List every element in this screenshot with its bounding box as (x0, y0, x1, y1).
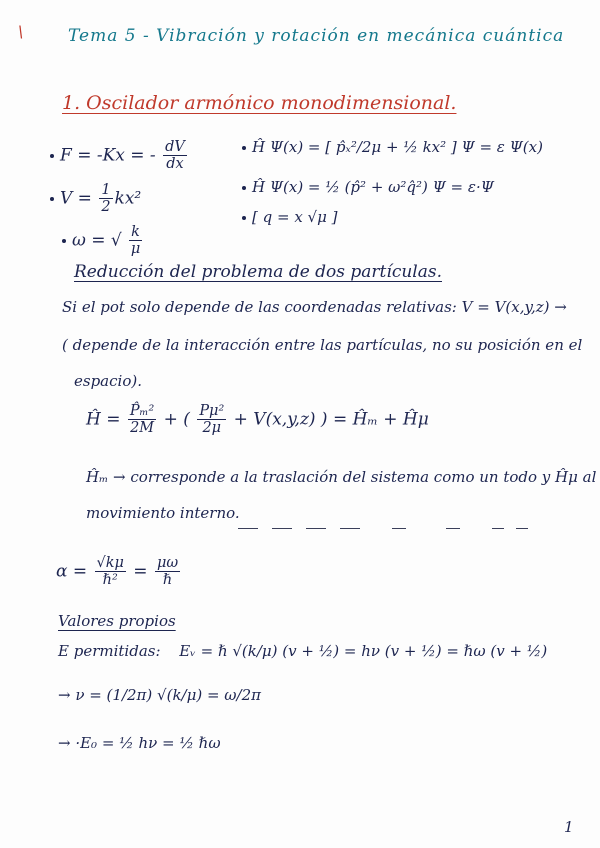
fraction-numerator: k (131, 224, 140, 240)
hamiltonian-rhs: + V(x,y,z) ) = Ĥₘ + Ĥμ (233, 409, 429, 430)
fraction-k-mu (129, 225, 142, 257)
separator-dash (392, 528, 406, 529)
formula-omega-prefix: ω = √ (72, 230, 122, 251)
fraction-denominator: μ (130, 241, 141, 258)
section-heading-eigenvalues: Valores propios (58, 612, 176, 630)
paragraph-line-4: Ĥₘ → corresponde a la traslación del sistema como un todo y Ĥμ al (86, 468, 597, 486)
fraction-pm-2m (128, 404, 156, 436)
formula-omega (62, 225, 144, 257)
separator-dash (446, 528, 460, 529)
eigenvalue-line-2: → ν = (1/2π) √(k/μ) = ω/2π (58, 686, 261, 704)
separator-dash (238, 528, 258, 529)
hamiltonian-lhs: Ĥ = (86, 409, 121, 430)
bullet-icon (242, 216, 246, 220)
section-heading-reduction: Reducción del problema de dos partículas. (74, 262, 442, 282)
formula-hamiltonian-q-text: Ĥ Ψ(x) = ½ (p̂² + ω²q̂²) Ψ = ε·Ψ (252, 178, 494, 196)
page-number: 1 (564, 818, 574, 836)
formula-q-definition (242, 208, 337, 226)
fraction-numerator: √kμ (96, 555, 124, 571)
formula-schrodinger (242, 138, 543, 156)
bullet-icon (50, 197, 54, 201)
fraction-denominator: ℏ² (102, 572, 118, 589)
eigenvalue-line-1 (58, 642, 547, 660)
fraction-denominator: 2 (101, 199, 111, 216)
hamiltonian-mid: + ( (163, 409, 190, 430)
section-heading-oscillator: 1. Oscilador armónico monodimensional. (62, 92, 457, 114)
formula-force-text: F = -Kx = - (60, 145, 156, 166)
fraction-sqrt-kmu-hbar2 (95, 556, 126, 588)
formula-potential (50, 183, 141, 215)
fraction-numerator: Pμ² (199, 403, 225, 419)
formula-alpha (56, 556, 182, 588)
formula-hamiltonian-q (242, 178, 494, 196)
bullet-icon (242, 146, 246, 150)
fraction-denominator: 2M (130, 420, 155, 437)
separator-dash (272, 528, 292, 529)
paragraph-line-2: ( depende de la interacción entre las partículas, no su posición en el (62, 336, 583, 354)
fraction-numerator: 1 (101, 182, 111, 198)
margin-mark: \ (18, 22, 24, 41)
separator-dash (492, 528, 504, 529)
eigenvalue-prefix: E permitidas: (58, 642, 161, 660)
fraction-numerator: dV (165, 139, 185, 155)
formula-schrodinger-text: Ĥ Ψ(x) = [ p̂ₓ²/2μ + ½ kx² ] Ψ = ε Ψ(x) (252, 138, 543, 156)
formula-force (50, 140, 189, 172)
fraction-muomega-hbar (155, 556, 180, 588)
paragraph-line-3: espacio). (74, 372, 142, 390)
fraction-dv-dx (163, 140, 187, 172)
formula-q-definition-text: [ q = x √μ ] (252, 208, 338, 226)
paragraph-line-5: movimiento interno. (86, 504, 240, 522)
bullet-icon (50, 154, 54, 158)
fraction-denominator: dx (166, 156, 184, 173)
eigenvalue-line-3: → ·E₀ = ½ hν = ½ ℏω (58, 734, 221, 752)
alpha-mid: = (133, 561, 148, 582)
fraction-denominator: 2μ (202, 420, 222, 437)
formula-potential-prefix: V = (60, 188, 92, 209)
formula-potential-suffix: kx² (114, 188, 142, 209)
fraction-numerator: μω (156, 555, 179, 571)
fraction-pmu-2mu (197, 404, 226, 436)
separator-dash (306, 528, 326, 529)
eigenvalue-equation: Eᵥ = ℏ √(k/μ) (v + ½) = hν (v + ½) = ℏω (v + ½) (179, 642, 548, 660)
separator-dash (340, 528, 360, 529)
page-title: Tema 5 - Vibración y rotación en mecánica cuántica (68, 26, 565, 46)
separator-dash (516, 528, 528, 529)
fraction-numerator: P̂ₘ² (129, 403, 155, 419)
fraction-denominator: ℏ (162, 572, 173, 589)
formula-total-hamiltonian (86, 404, 429, 436)
alpha-prefix: α = (56, 561, 88, 582)
paragraph-line-1: Si el pot solo depende de las coordenadas relativas: V = V(x,y,z) → (62, 298, 567, 316)
bullet-icon (242, 186, 246, 190)
fraction-one-half (99, 183, 112, 215)
bullet-icon (62, 239, 66, 243)
